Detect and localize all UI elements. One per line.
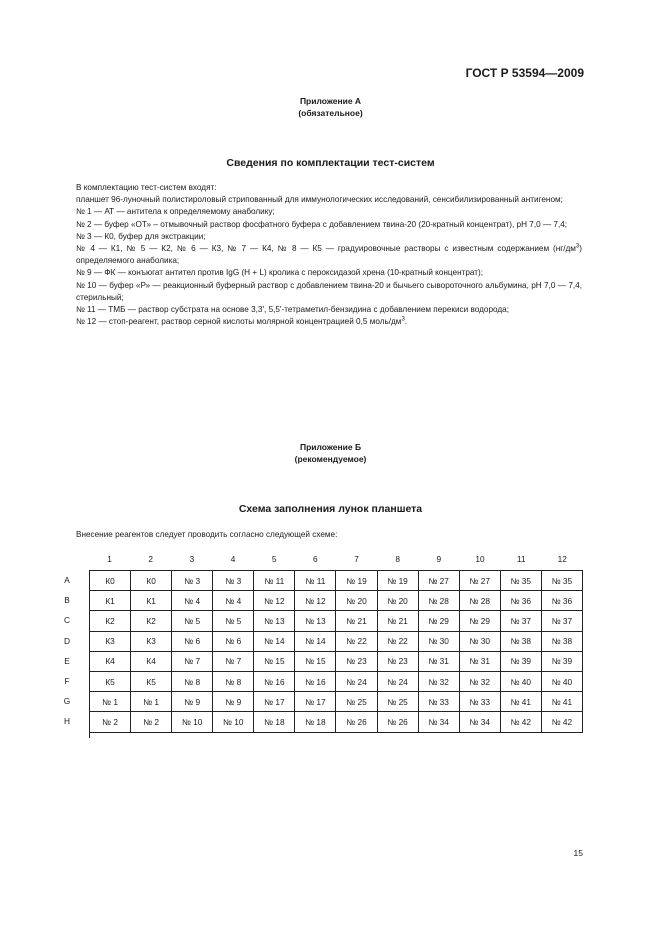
text-run: ) определяемого анаболика; [76, 244, 582, 266]
well-cell: № 14 [254, 631, 295, 651]
well-cell: № 12 [254, 591, 295, 611]
well-cell: К0 [131, 571, 172, 591]
well-cell: № 4 [172, 591, 213, 611]
well-cell: № 38 [500, 631, 541, 651]
well-cell: К4 [90, 651, 131, 671]
well-cell: № 41 [541, 692, 582, 712]
plate-column-numbers [89, 554, 583, 564]
well-cell: № 15 [254, 651, 295, 671]
well-cell: № 27 [418, 571, 459, 591]
well-cell: № 20 [377, 591, 418, 611]
plate-row-labels [62, 570, 72, 732]
well-cell: № 11 [254, 571, 295, 591]
well-cell: № 36 [541, 591, 582, 611]
well-cell: № 41 [500, 692, 541, 712]
well-cell: К0 [90, 571, 131, 591]
well-cell: № 39 [500, 651, 541, 671]
well-cell: № 21 [377, 611, 418, 631]
well-cell: № 29 [418, 611, 459, 631]
annex-b-intro: Внесение реагентов следует проводить согласно следующей схеме: [76, 530, 338, 539]
well-cell: № 33 [459, 692, 500, 712]
well-cell: № 5 [172, 611, 213, 631]
well-cell: № 18 [295, 712, 336, 732]
paragraph [76, 316, 582, 328]
paragraph: планшет 96-луночный полистироловый стрипованный для иммунологических исследований, сенсибилизированный антигеном; [76, 195, 563, 205]
well-cell: К2 [131, 611, 172, 631]
well-cell: № 23 [377, 651, 418, 671]
well-cell: № 18 [254, 712, 295, 732]
superscript: 3 [401, 316, 405, 323]
well-cell: № 28 [459, 591, 500, 611]
well-cell: № 35 [500, 571, 541, 591]
well-cell: № 10 [172, 712, 213, 732]
well-cell: К3 [90, 631, 131, 651]
well-cell: № 24 [336, 671, 377, 691]
paragraph: № 10 — буфер «Р» — реакционный буферный раствор с добавлением твина-20 и бычьего сывороточного альбумина, pH 7,0 — 7,4, стерильный; [76, 280, 582, 302]
column-number: 2 [148, 554, 154, 564]
well-cell: № 11 [295, 571, 336, 591]
text-run: . [404, 317, 408, 327]
column-number: 8 [395, 554, 400, 564]
well-cell: № 30 [418, 631, 459, 651]
table-row [90, 631, 583, 651]
column-number: 10 [475, 554, 485, 564]
well-cell: № 12 [295, 591, 336, 611]
well-cell: № 16 [254, 671, 295, 691]
well-cell: № 32 [418, 671, 459, 691]
well-cell: № 2 [90, 712, 131, 732]
well-cell: № 31 [418, 651, 459, 671]
well-cell: № 1 [90, 692, 131, 712]
plate-scheme-table [89, 570, 583, 733]
well-cell: № 30 [459, 631, 500, 651]
well-cell: № 42 [541, 712, 582, 732]
well-cell: № 40 [541, 671, 582, 691]
well-cell: № 8 [172, 671, 213, 691]
well-cell: К5 [90, 671, 131, 691]
text-run: № 4 — К1, № 5 — К2, № 6 — К3, № 7 — К4, № 8 — К5 — градуировочные растворы с известным содержанием (нг/дм [76, 244, 576, 254]
column-number: 9 [436, 554, 442, 564]
well-cell: № 19 [336, 571, 377, 591]
paragraph: № 11 — ТМБ — раствор субстрата на основе 3,3', 5,5'-тетраметил-бензидина с добавлением перекиси водорода; [76, 305, 509, 315]
well-cell: К2 [90, 611, 131, 631]
table-row [90, 671, 583, 691]
row-label: A [64, 575, 70, 585]
table-row [90, 591, 583, 611]
well-cell: № 40 [500, 671, 541, 691]
well-cell: № 24 [377, 671, 418, 691]
well-cell: № 17 [295, 692, 336, 712]
well-cell: № 3 [172, 571, 213, 591]
annex-a-status: (обязательное) [298, 108, 363, 118]
paragraph: № 3 — К0, буфер для экстракции; [76, 231, 206, 241]
well-cell: № 36 [500, 591, 541, 611]
row-label: D [64, 635, 70, 646]
annex-b-status: (рекомендуемое) [294, 454, 367, 464]
well-cell: № 1 [131, 692, 172, 712]
paragraph: № 2 — буфер «ОТ» – отмывочный раствор фосфатного буфера с добавлением твина-20 (20-кратный концентрат), pH 7,0 — 7,4; [76, 219, 568, 229]
well-cell: № 5 [213, 611, 254, 631]
paragraph: № 9 — ФК — конъюгат антител против IgG (H + L) кролика с пероксидазой хрена (10-кратный концентрат); [76, 268, 484, 278]
well-cell: № 19 [377, 571, 418, 591]
well-cell: № 37 [500, 611, 541, 631]
well-cell: № 9 [172, 692, 213, 712]
well-cell: К3 [131, 631, 172, 651]
well-cell: К1 [90, 591, 131, 611]
table-row [90, 611, 583, 631]
annex-b-title: Схема заполнения лунок планшета [238, 503, 423, 515]
well-cell: № 20 [336, 591, 377, 611]
column-number: 4 [230, 554, 236, 564]
well-cell: № 34 [418, 712, 459, 732]
well-cell: № 6 [172, 631, 213, 651]
well-cell: № 25 [336, 692, 377, 712]
table-row [90, 712, 583, 732]
row-label: H [64, 716, 70, 727]
well-cell: № 26 [377, 712, 418, 732]
well-cell: № 27 [459, 571, 500, 591]
well-cell: № 9 [213, 692, 254, 712]
well-cell: № 33 [418, 692, 459, 712]
well-cell: № 32 [459, 671, 500, 691]
column-number: 3 [189, 554, 195, 564]
table-row [90, 651, 583, 671]
row-label: F [64, 675, 70, 686]
well-cell: № 22 [377, 631, 418, 651]
table-row [90, 692, 583, 712]
row-label: C [64, 615, 70, 626]
column-number: 5 [271, 554, 277, 564]
well-cell: № 29 [459, 611, 500, 631]
well-cell: К1 [131, 591, 172, 611]
well-cell: № 10 [213, 712, 254, 732]
table-row [90, 571, 583, 591]
well-cell: № 13 [295, 611, 336, 631]
well-cell: № 26 [336, 712, 377, 732]
well-cell: № 42 [500, 712, 541, 732]
well-cell: № 14 [295, 631, 336, 651]
well-cell: № 7 [172, 651, 213, 671]
paragraph [76, 243, 582, 267]
well-cell: № 4 [213, 591, 254, 611]
well-cell: № 16 [295, 671, 336, 691]
column-number: 11 [516, 554, 526, 564]
row-label: B [64, 595, 70, 606]
well-cell: № 6 [213, 631, 254, 651]
well-cell: № 38 [541, 631, 582, 651]
annex-a-title: Сведения по комплектации тест-систем [226, 157, 435, 169]
well-cell: № 13 [254, 611, 295, 631]
annex-a-label: Приложение А [299, 96, 362, 106]
well-cell: № 34 [459, 712, 500, 732]
annex-a-heading [0, 95, 661, 119]
column-number: 12 [557, 554, 567, 564]
well-cell: № 37 [541, 611, 582, 631]
column-number: 7 [354, 554, 359, 564]
text-run: № 12 — стоп-реагент, раствор серной кислоты молярной концентрацией 0,5 моль/дм [76, 317, 402, 327]
well-cell: № 28 [418, 591, 459, 611]
paragraph: № 1 — АТ — антитела к определяемому анаболику; [76, 207, 275, 217]
superscript: 3 [575, 243, 580, 250]
well-cell: № 21 [336, 611, 377, 631]
well-cell: № 17 [254, 692, 295, 712]
well-cell: К5 [131, 671, 172, 691]
paragraph: В комплектацию тест-систем входят: [76, 183, 217, 192]
well-cell: № 8 [213, 671, 254, 691]
well-cell: № 25 [377, 692, 418, 712]
column-number: 1 [107, 554, 112, 564]
annex-a-body [76, 182, 582, 328]
row-label: G [63, 696, 71, 707]
well-cell: № 7 [213, 651, 254, 671]
well-cell: № 3 [213, 571, 254, 591]
annex-b-heading [0, 441, 661, 465]
page-number: 15 [573, 848, 583, 858]
well-cell: № 15 [295, 651, 336, 671]
table-continuation-line [89, 732, 584, 738]
well-cell: № 35 [541, 571, 582, 591]
well-cell: № 31 [459, 651, 500, 671]
well-cell: № 2 [131, 712, 172, 732]
annex-b-label: Приложение Б [299, 442, 362, 452]
document-code: ГОСТ Р 53594—2009 [465, 66, 584, 80]
well-cell: № 39 [541, 651, 582, 671]
column-number: 6 [313, 554, 318, 564]
well-cell: № 23 [336, 651, 377, 671]
well-cell: № 22 [336, 631, 377, 651]
well-cell: К4 [131, 651, 172, 671]
row-label: E [64, 655, 70, 666]
